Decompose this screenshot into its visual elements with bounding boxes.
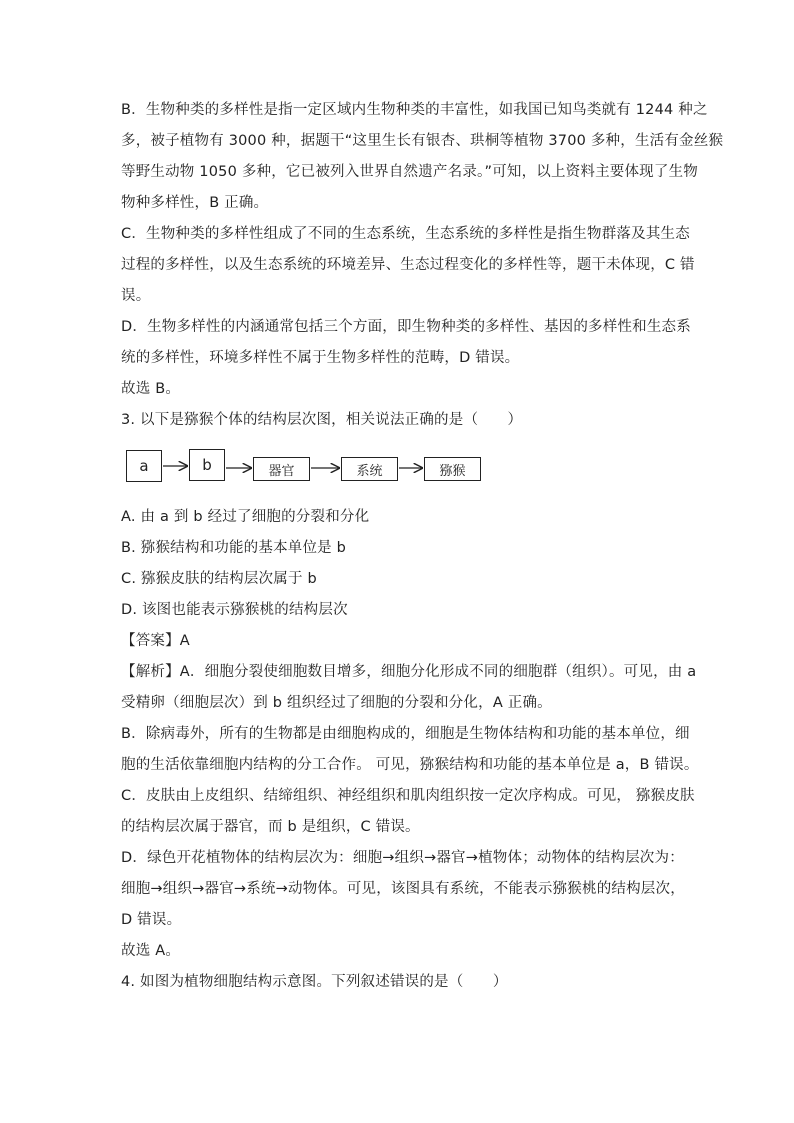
analysis-line: 【解析】A．细胞分裂使细胞数目增多，细胞分化形成不同的细胞群（组织）。可见，由 a — [121, 664, 697, 680]
question-4-stem: 4. 如图为植物细胞结构示意图。下列叙述错误的是（ ） — [121, 974, 508, 990]
text-line: 过程的多样性，以及生态系统的环境差异、生态过程变化的多样性等，题干未体现，C 错 — [121, 257, 695, 273]
text-line: 等野生动物 1050 多种，它已被列入世界自然遗产名录。”可知，以上资料主要体现了生物 — [121, 164, 698, 180]
diagram-box-b: b — [189, 449, 225, 481]
text-line: B．生物种类的多样性是指一定区域内生物种类的丰富性，如我国已知鸟类就有 1244 种之 — [121, 102, 708, 118]
analysis-line: 胞的生活依靠细胞内结构的分工合作。 可见，猕猴结构和功能的基本单位是 a，B 错误。 — [121, 757, 699, 773]
text-line: C．生物种类的多样性组成了不同的生态系统，生态系统的多样性是指生物群落及其生态 — [121, 226, 690, 242]
analysis-line: 细胞→组织→器官→系统→动物体。可见，该图具有系统，不能表示猕猴桃的结构层次， — [121, 881, 685, 897]
answer-line: 【答案】A — [121, 633, 190, 649]
diagram-box-system: 系统 — [341, 457, 398, 481]
diagram-box-organ: 器官 — [253, 457, 310, 481]
analysis-line: B．除病毒外，所有的生物都是由细胞构成的，细胞是生物体结构和功能的基本单位，细 — [121, 726, 690, 742]
analysis-line: C．皮肤由上皮组织、结缔组织、神经组织和肌肉组织按一定次序构成。可见， 猕猴皮肤 — [121, 788, 695, 804]
analysis-line: 的结构层次属于器官，而 b 是组织，C 错误。 — [121, 819, 420, 835]
text-line: 误。 — [121, 288, 151, 304]
text-line: 统的多样性，环境多样性不属于生物多样性的范畴，D 错误。 — [121, 350, 520, 366]
diagram-box-a: a — [126, 450, 162, 482]
question-3-stem: 3. 以下是猕猴个体的结构层次图，相关说法正确的是（ ） — [121, 412, 523, 428]
option-c: C. 猕猴皮肤的结构层次属于 b — [121, 571, 317, 587]
option-d: D. 该图也能表示猕猴桃的结构层次 — [121, 602, 348, 618]
text-line: 多，被子植物有 3000 种，据题干“这里生长有银杏、珙桐等植物 3700 多种，生活有金丝猴 — [121, 133, 724, 149]
analysis-line: D．绿色开花植物体的结构层次为：细胞→组织→器官→植物体；动物体的结构层次为： — [121, 850, 684, 866]
diagram-box-macaque: 猕猴 — [424, 457, 481, 481]
text-line: 物种多样性，B 正确。 — [121, 195, 269, 211]
analysis-line: D 错误。 — [121, 912, 182, 928]
analysis-line: 受精卵（细胞层次）到 b 组织经过了细胞的分裂和分化，A 正确。 — [121, 695, 552, 711]
text-line: D．生物多样性的内涵通常包括三个方面，即生物种类的多样性、基因的多样性和生态系 — [121, 319, 691, 335]
option-b: B. 猕猴结构和功能的基本单位是 b — [121, 540, 347, 556]
text-line: 故选 B。 — [121, 381, 181, 397]
analysis-line: 故选 A。 — [121, 943, 181, 959]
option-a: A. 由 a 到 b 经过了细胞的分裂和分化 — [121, 509, 370, 525]
